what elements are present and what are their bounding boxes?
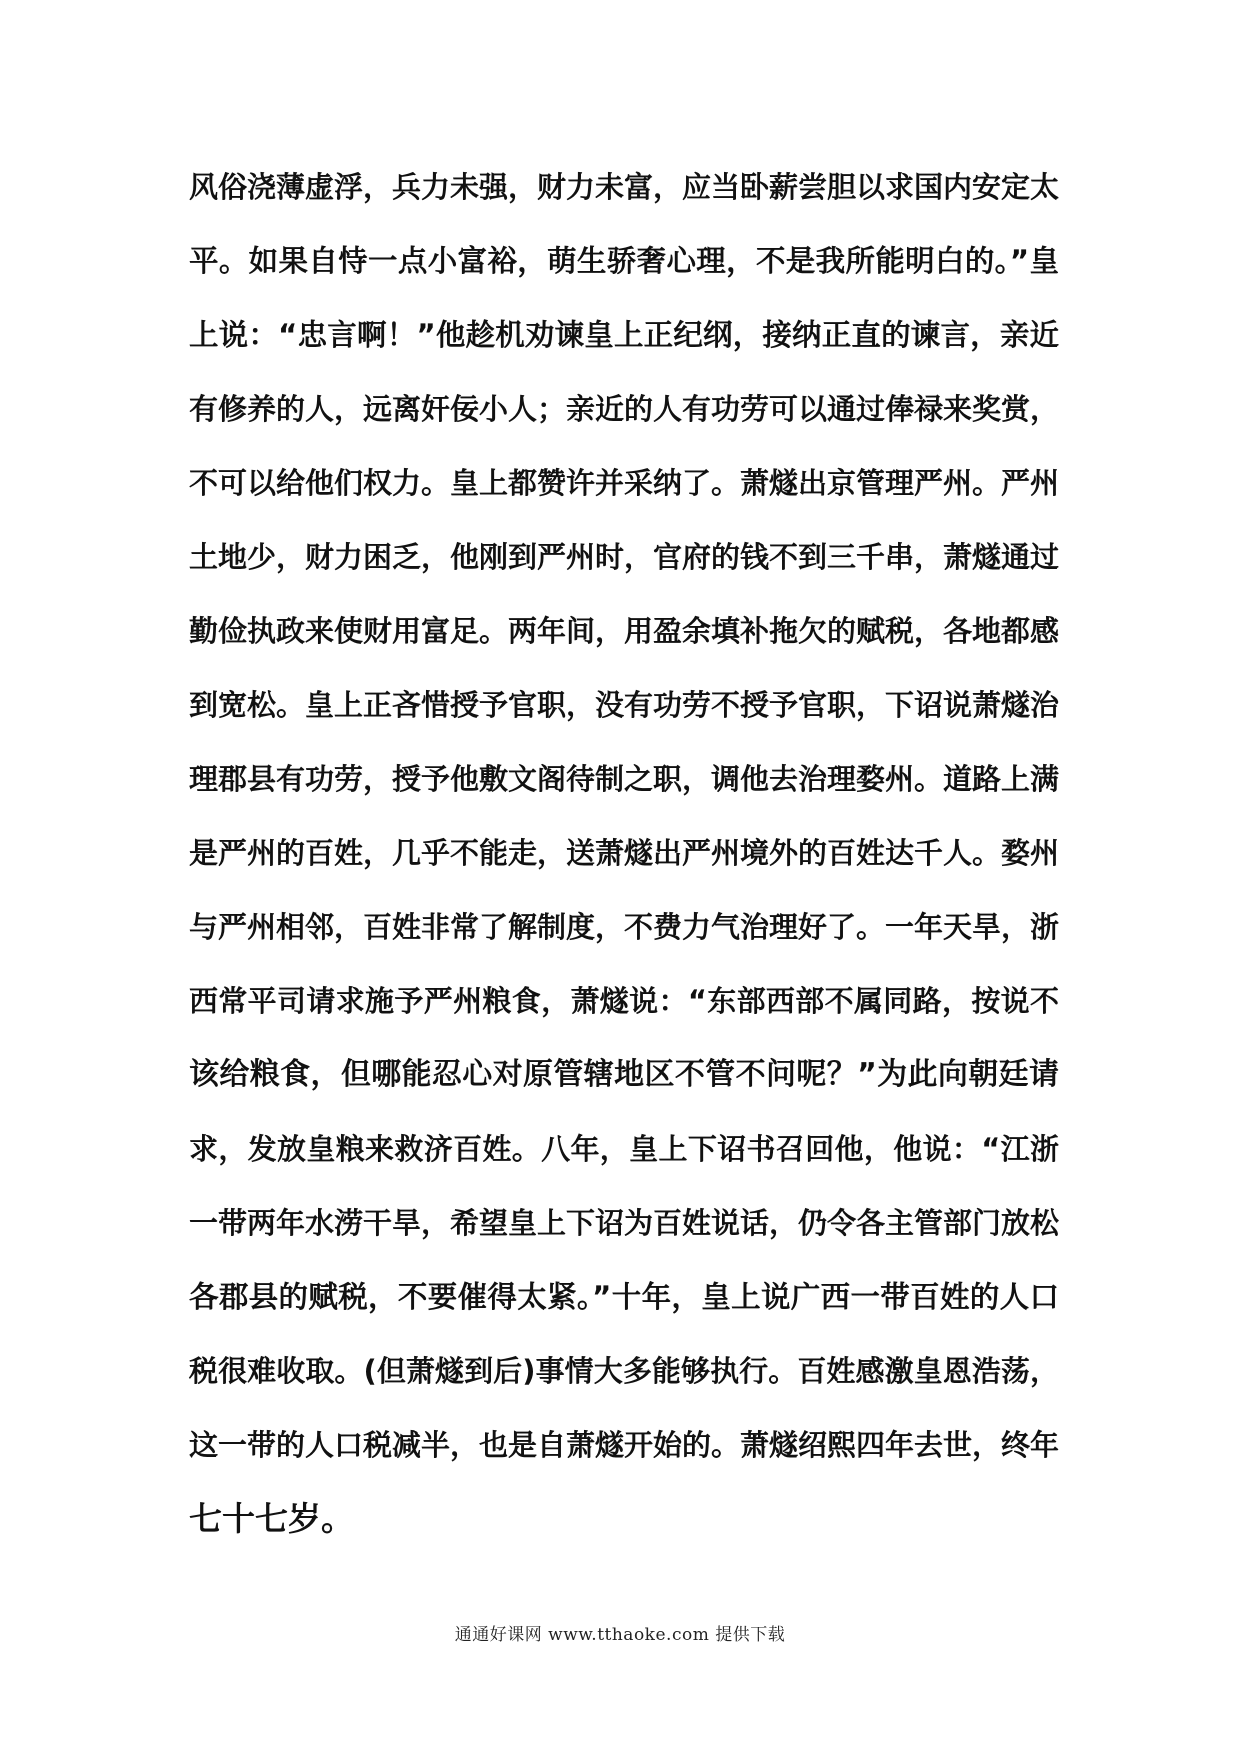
page-footer: 通通好课网 www.tthaoke.com 提供下载 — [454, 1625, 786, 1645]
text-line: 求，发放皇粮来救济百姓。八年，皇上下诏书召回他，他说：“江浙 — [189, 1132, 1059, 1166]
text-line: 这一带的人口税减半，也是自萧燧开始的。萧燧绍熙四年去世，终年 — [189, 1428, 1060, 1462]
text-line: 西常平司请求施予严州粮食，萧燧说：“东部西部不属同路，按说不 — [189, 984, 1059, 1018]
text-line: 税很难收取。(但萧燧到后)事情大多能够执行。百姓感激皇恩浩荡， — [189, 1354, 1059, 1388]
text-line: 该给粮食，但哪能忍心对原管辖地区不管不问呢？”为此向朝廷请 — [189, 1057, 1059, 1092]
text-line: 与严州相邻，百姓非常了解制度，不费力气治理好了。一年天旱，浙 — [189, 910, 1060, 944]
text-line: 是严州的百姓，几乎不能走，送萧燧出严州境外的百姓达千人。婺州 — [189, 836, 1060, 870]
text-line: 有修养的人，远离奸佞小人；亲近的人有功劳可以通过俸禄来奖赏， — [189, 392, 1060, 426]
document-body — [189, 150, 1059, 1556]
text-line: 不可以给他们权力。皇上都赞许并采纳了。萧燧出京管理严州。严州 — [189, 466, 1060, 500]
text-line: 平。如果自恃一点小富裕，萌生骄奢心理，不是我所能明白的。”皇 — [189, 244, 1059, 278]
text-line: 理郡县有功劳，授予他敷文阁待制之职，调他去治理婺州。道路上满 — [189, 762, 1060, 796]
text-line: 勤俭执政来使财用富足。两年间，用盈余填补拖欠的赋税，各地都感 — [189, 614, 1060, 648]
text-line: 七十七岁。 — [189, 1499, 354, 1538]
text-line: 一带两年水涝干旱，希望皇上下诏为百姓说话，仍令各主管部门放松 — [189, 1206, 1060, 1240]
text-line: 到宽松。皇上正吝惜授予官职，没有功劳不授予官职，下诏说萧燧治 — [189, 688, 1060, 722]
text-line: 风俗浇薄虚浮，兵力未强，财力未富，应当卧薪尝胆以求国内安定太 — [189, 170, 1060, 204]
text-line: 土地少，财力困乏，他刚到严州时，官府的钱不到三千串，萧燧通过 — [189, 540, 1060, 574]
text-line: 上说：“忠言啊！”他趁机劝谏皇上正纪纲，接纳正直的谏言，亲近 — [189, 318, 1059, 352]
text-line: 各郡县的赋税，不要催得太紧。”十年，皇上说广西一带百姓的人口 — [189, 1280, 1059, 1314]
